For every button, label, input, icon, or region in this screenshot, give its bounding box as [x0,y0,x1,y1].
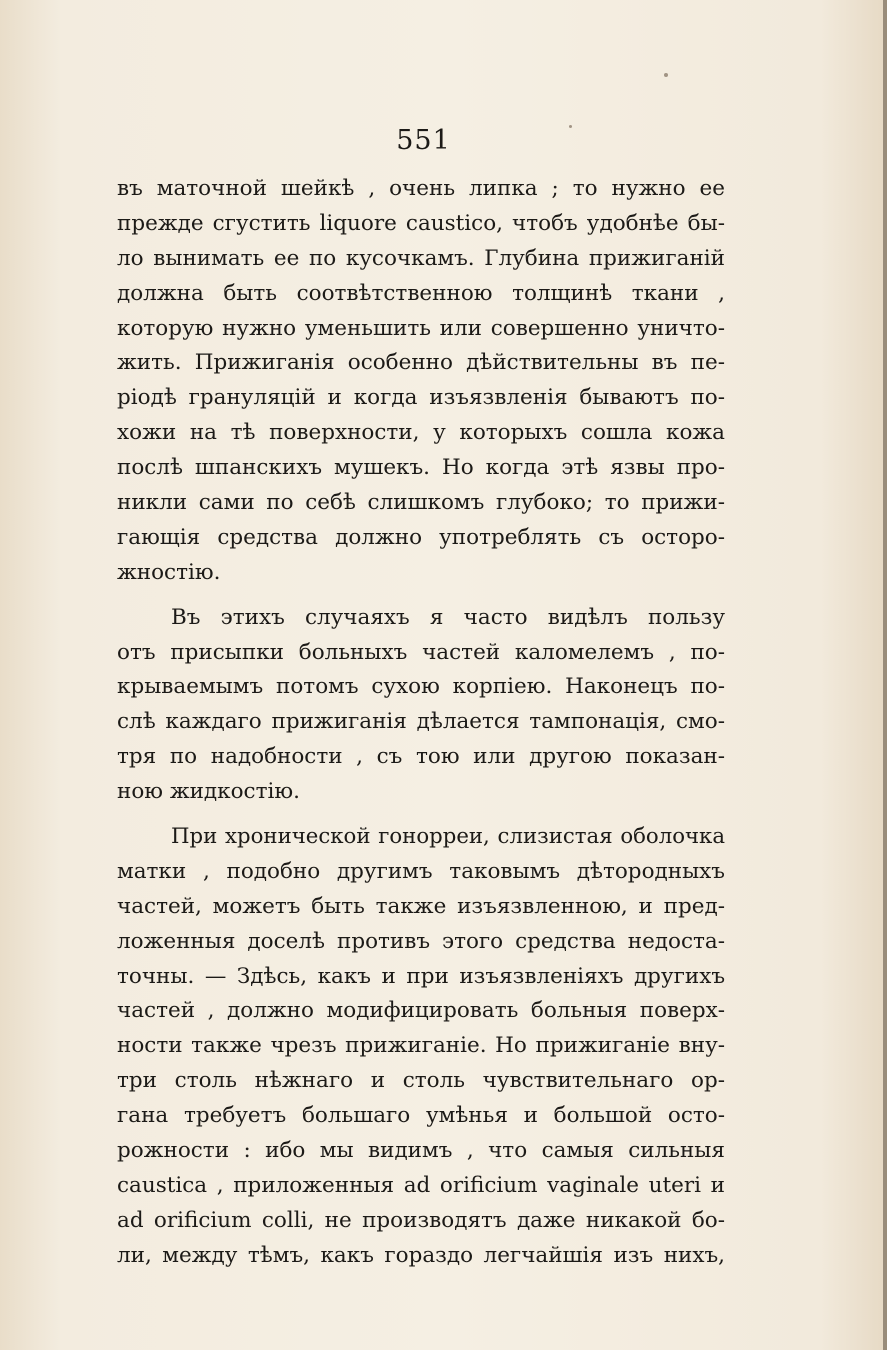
ink-speck [664,73,668,77]
text-line: ложенныя доселѣ противъ этого средства недоста- [117,928,725,954]
text-line: Въ этихъ случаяхъ я часто видѣлъ пользу [171,604,725,630]
text-line: гана требуетъ большаго умѣнья и большой осто- [117,1103,725,1129]
text-line: хожи на тѣ поверхности, у которыхъ сошла кожа [117,420,725,446]
text-line: послѣ шпанскихъ мушекъ. Но когда этѣ язвы про- [117,455,725,481]
text-line: рожности : ибо мы видимъ , что самыя сильныя [117,1138,725,1164]
text-line: жить. Прижиганія особенно дѣйствительны въ пе- [117,350,725,376]
text-line: жностію. [117,559,221,585]
text-line: три столь нѣжнаго и столь чувствительнаго ор- [117,1068,725,1094]
text-line: caustica , приложенныя ad orificium vaginale uteri и [117,1172,725,1198]
text-line: ad orificium colli, не производятъ даже никакой бо- [117,1207,725,1233]
text-line: прежде сгустить liquore caustico, чтобъ удобнѣе бы- [117,210,725,236]
text-line: въ маточной шейкѣ , очень липка ; то нужно ее [117,176,725,201]
body-text [117,172,725,1274]
page-number: 551 [396,125,451,156]
text-line: никли сами по себѣ слишкомъ глубоко; то прижи- [117,490,725,516]
text-line: крываемымъ потомъ сухою корпіею. Наконецъ по- [117,674,725,700]
text-line: ною жидкостію. [117,779,300,805]
text-line: матки , подобно другимъ таковымъ дѣтородныхъ [117,858,725,884]
text-line: частей, можетъ быть также изъязвленною, и пред- [117,893,725,919]
text-line: ли, между тѣмъ, какъ гораздо легчайшія изъ нихъ, [117,1242,725,1268]
text-line: ности также чрезъ прижиганіе. Но прижиганіе вну- [117,1033,725,1059]
text-line: отъ присыпки больныхъ частей каломелемъ , по- [117,639,725,665]
text-line: тря по надобности , съ тою или другою показан- [117,744,725,770]
text-line: При хронической гонорреи, слизистая оболочка [171,824,725,850]
text-line: слѣ каждаго прижиганія дѣлается тампонація, смо- [117,709,725,735]
text-line: должна быть соотвѣтственною толщинѣ ткани , [117,280,725,306]
text-line: гающія средства должно употреблять съ осторо- [117,524,725,550]
page-edge [883,0,887,1350]
text-line: которую нужно уменьшить или совершенно уничто- [117,315,725,341]
text-line: точны. — Здѣсь, какъ и при изъязвленіяхъ другихъ [117,963,725,989]
text-line: ріодѣ грануляцій и когда изъязвленія бываютъ по- [117,385,725,411]
text-line: частей , должно модифицировать больныя поверх- [117,998,725,1024]
text-line: ло вынимать ее по кусочкамъ. Глубина прижиганій [117,245,725,271]
